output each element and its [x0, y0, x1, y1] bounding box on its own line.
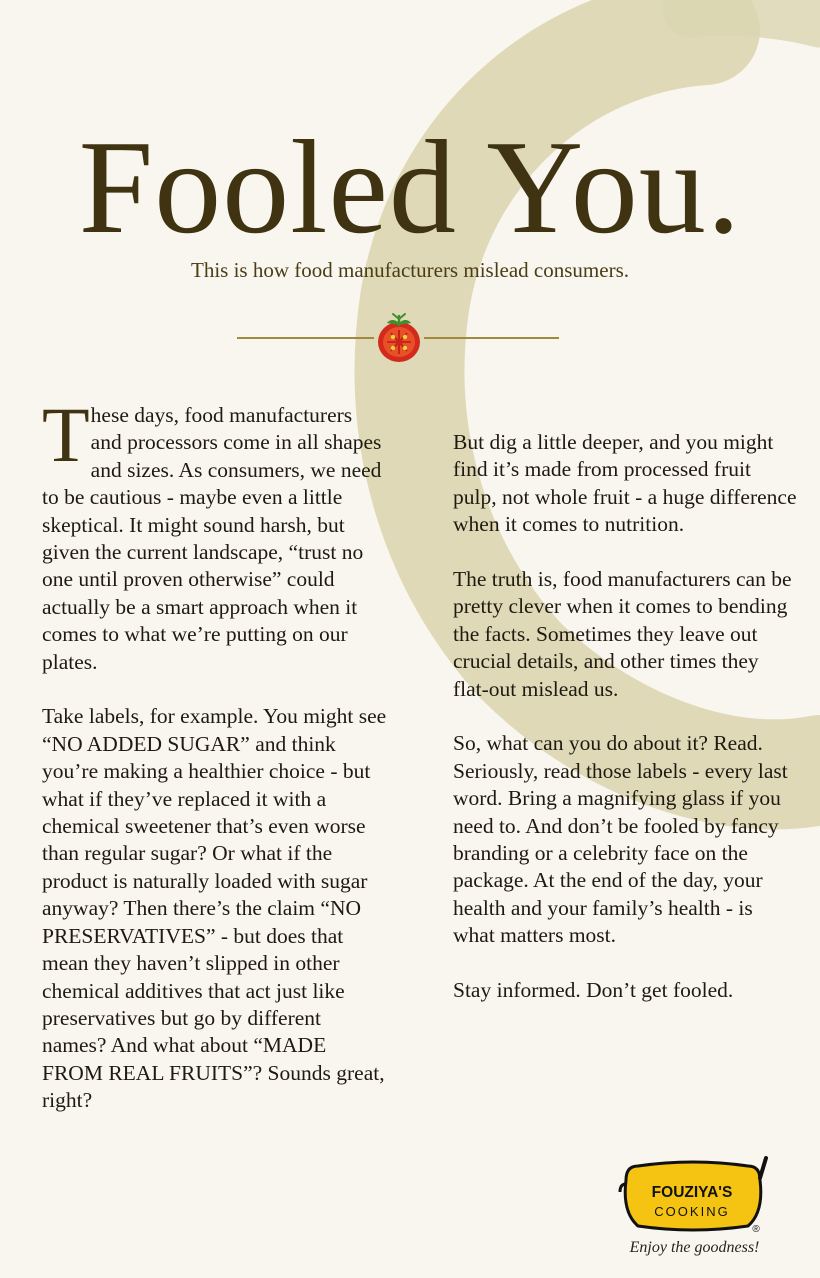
article-paragraph: These days, food manufacturers and processors come in all shapes and sizes. As consumers, we need to be cautious - maybe even a little skeptical. It might sound harsh, but given the current landscape, “trust no one until proven otherwise” could actually be a smart approach when it comes to what we’re putting on our plates. — [42, 391, 382, 674]
page-title: Fooled You. — [78, 113, 742, 261]
article-paragraph: Stay informed. Don’t get fooled. — [453, 978, 734, 1003]
brand-name-line1: FOUZIYA'S — [651, 1184, 733, 1201]
article-paragraph: But dig a little deeper, and you might find it’s made from processed fruit pulp, not whole fruit - a huge difference when it comes to nutrition. — [453, 430, 797, 537]
brand-tagline: Enjoy the goodness! — [629, 1239, 760, 1256]
brand-logo — [618, 1150, 768, 1236]
brand-name-line2: COOKING — [654, 1204, 730, 1219]
article-paragraph: So, what can you do about it? Read. Seriously, read those labels - every last word. Bring a magnifying glass if you need to. And don’t be fooled by fancy branding or a celebrity face on the package. At the end of the day, your health and your family’s health - is what matters most. — [453, 731, 788, 948]
registered-mark: ® — [752, 1224, 760, 1235]
article-paragraph: The truth is, food manufacturers can be pretty clever when it comes to bending the facts. Sometimes they leave out crucial details, and other times they flat-out mislead us. — [453, 567, 792, 701]
article-column-left — [42, 391, 387, 1142]
article-paragraph: Take labels, for example. You might see “NO ADDED SUGAR” and think you’re making a healthier choice - but what if they’ve replaced it with a chemical sweetener that’s even worse than regular sugar? Or what if the product is naturally loaded with sugar anyway? Then there’s the claim “NO PRESERVATIVES” - but does that mean they haven’t slipped in other chemical additives that act just like preservatives but go by different names? And what about “MADE FROM REAL FRUITS”? Sounds great, right? — [42, 704, 387, 1113]
tomato-icon — [373, 310, 425, 366]
drop-cap: T — [42, 391, 90, 478]
page-subtitle: This is how food manufacturers mislead consumers. — [191, 258, 629, 282]
divider-line-right — [424, 337, 559, 339]
divider-line-left — [237, 337, 374, 339]
article-column-right — [453, 429, 798, 1032]
